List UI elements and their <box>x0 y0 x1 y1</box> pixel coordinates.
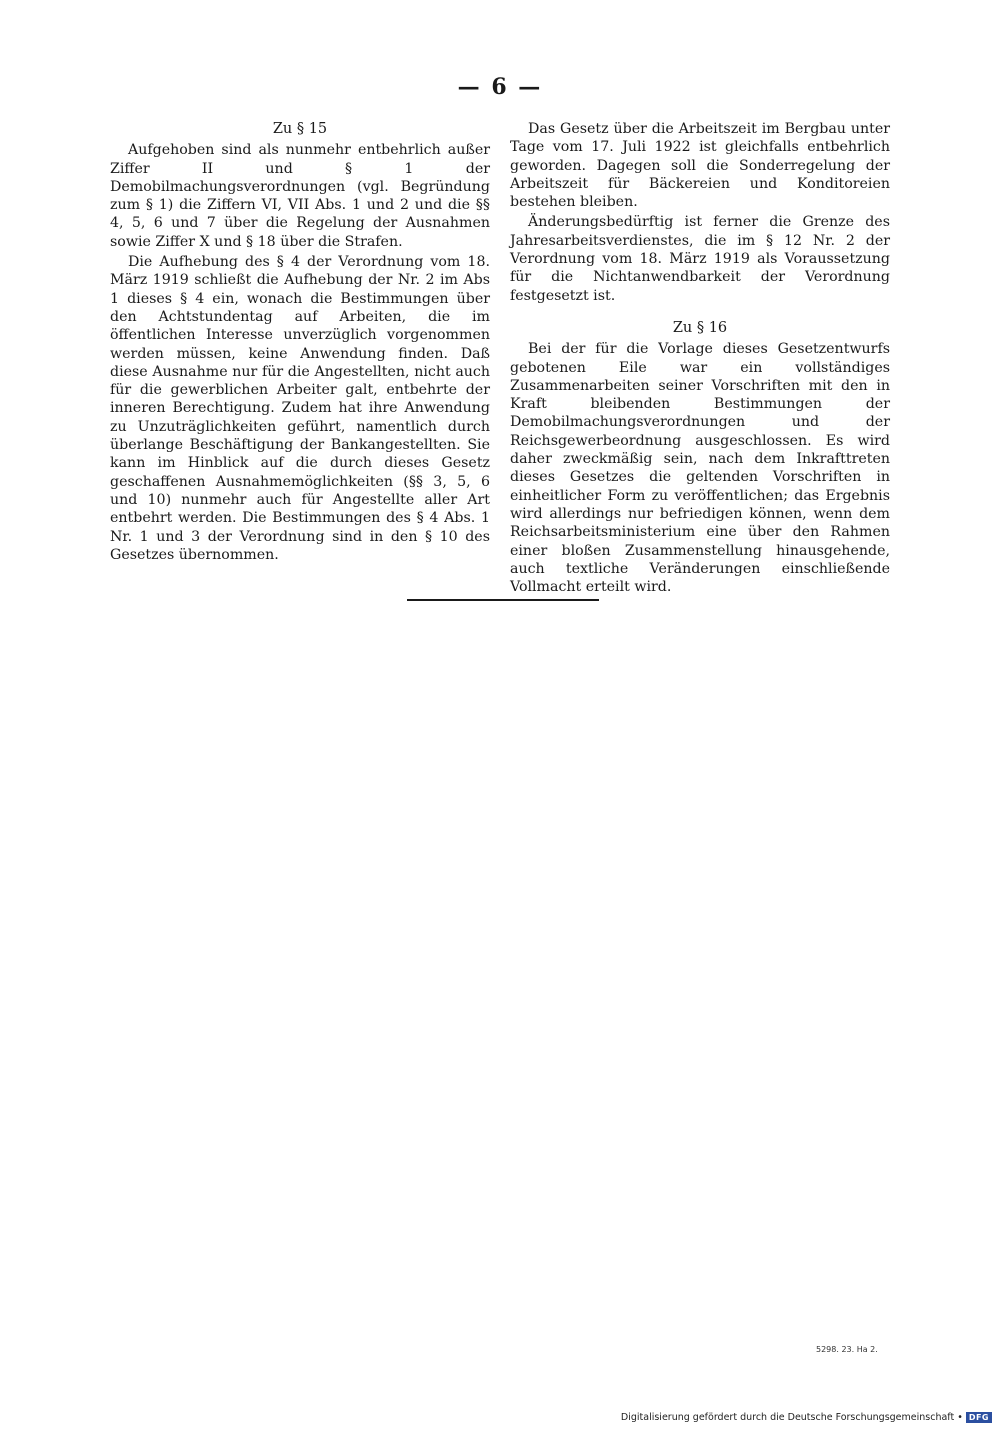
paragraph: Aufgehoben sind als nunmehr entbehrlich außer Ziffer II und § 1 der Demobilmachungsverordnungen (vgl. Begründung zum § 1) die Ziffern VI, VII Abs. 1 und 2 und die §§ 4, 5, 6 und 7 über die Regelung der Ausnahmen sowie Ziffer X und § 18 über die Strafen. <box>110 142 490 250</box>
section-heading-15: Zu § 15 <box>272 121 328 137</box>
digitization-footer <box>621 1412 992 1423</box>
dfg-logo-icon: DFG <box>966 1412 992 1423</box>
right-column <box>510 120 890 598</box>
page-number: — 6 — <box>457 74 543 100</box>
paragraph: Bei der für die Vorlage dieses Gesetzentwurfs gebotenen Eile war ein vollständiges Zusammenarbeiten seiner Vorschriften mit den in Kraft bleibenden Bestimmungen der Demobilmachungsverordnungen und der Reichsgewerbeordnung ausgeschlossen. Es wird daher zweckmäßig sein, nach dem Inkrafttreten dieses Gesetzes die geltenden Vorschriften in einheitlicher Form zu veröffentlichen; das Ergebnis wird allerdings nur befriedigen können, wenn dem Reichsarbeitsministerium eine über den Rahmen einer bloßen Zusammenstellung hinausgehende, auch textliche Veränderungen einschließende Vollmacht erteilt wird. <box>510 341 890 596</box>
footer-text: Digitalisierung gefördert durch die Deutsche Forschungsgemeinschaft • <box>620 1412 963 1423</box>
print-code: 5298. 23. Ha 2. <box>816 1345 878 1354</box>
paragraph: Die Aufhebung des § 4 der Verordnung vom 18. März 1919 schließt die Aufhebung der Nr. 2 im Abs 1 dieses § 4 ein, wonach die Bestimmungen über den Achtstundentag auf Arbeiten, die im öffentlichen Interesse unverzüglich vorgenommen werden müssen, keine Anwendung finden. Daß diese Ausnahme nur für die Angestellten, nicht auch für die gewerblichen Arbeiter galt, entbehrte der inneren Berechtigung. Zudem hat ihre Anwendung zu Unzuträglichkeiten geführt, namentlich durch überlange Beschäftigung der Bankangestellten. Sie kann im Hinblick auf die durch dieses Gesetz geschaffenen Ausnahmemöglichkeiten (§§ 3, 5, 6 und 10) nunmehr auch für Angestellte aller Art entbehrt werden. Die Bestimmungen des § 4 Abs. 1 Nr. 1 und 3 der Verordnung sind in den § 10 des Gesetzes übernommen. <box>110 254 490 563</box>
section-heading-16: Zu § 16 <box>672 319 728 336</box>
paragraph: Änderungsbedürftig ist ferner die Grenze des Jahresarbeitsverdienstes, die im § 12 Nr. 2 der Verordnung vom 18. März 1919 als Voraussetzung für die Nichtanwendbarkeit der Verordnung festgesetzt ist. <box>510 214 890 304</box>
end-divider-line <box>407 599 599 601</box>
paragraph: Das Gesetz über die Arbeitszeit im Bergbau unter Tage vom 17. Juli 1922 ist gleichfalls entbehrlich geworden. Dagegen soll die Sonderregelung der Arbeitszeit für Bäckereien und Konditoreien bestehen bleiben. <box>510 121 890 211</box>
left-column <box>110 120 490 566</box>
